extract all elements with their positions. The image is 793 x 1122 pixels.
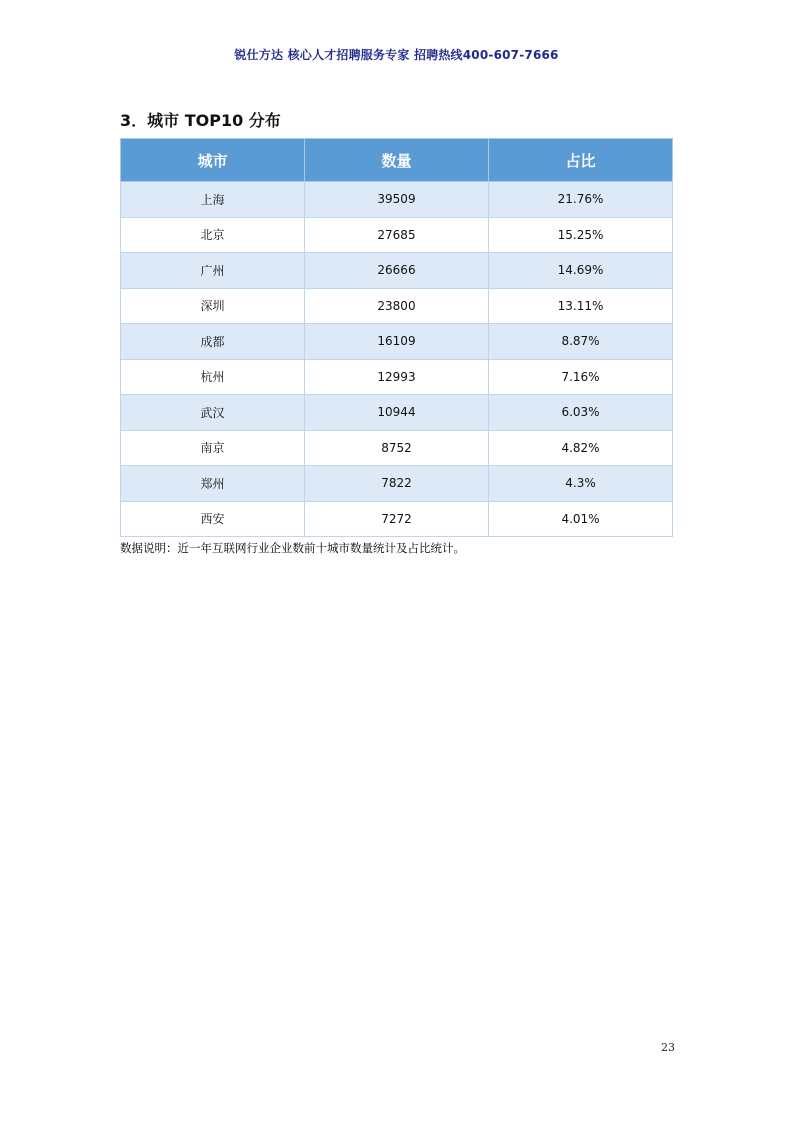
cell-count: 16109 (305, 324, 489, 360)
cell-share: 13.11% (489, 288, 673, 324)
table-row (121, 501, 673, 537)
data-note: 数据说明：近一年互联网行业企业数前十城市数量统计及占比统计。 (120, 541, 465, 555)
page-header: 锐仕方达 核心人才招聘服务专家 招聘热线400-607-7666 (234, 48, 559, 62)
cell-city: 广州 (121, 253, 305, 289)
cell-count: 23800 (305, 288, 489, 324)
table-row (121, 253, 673, 289)
cell-city: 西安 (121, 501, 305, 537)
table-row (121, 182, 673, 218)
cell-city: 郑州 (121, 466, 305, 502)
cell-share: 8.87% (489, 324, 673, 360)
cell-share: 15.25% (489, 217, 673, 253)
cell-count: 7272 (305, 501, 489, 537)
cell-city: 上海 (121, 182, 305, 218)
column-header-city: 城市 (121, 139, 305, 182)
cell-share: 4.01% (489, 501, 673, 537)
cell-share: 6.03% (489, 395, 673, 431)
table-row (121, 395, 673, 431)
cell-count: 27685 (305, 217, 489, 253)
cell-city: 杭州 (121, 359, 305, 395)
column-header-count: 数量 (305, 139, 489, 182)
cell-city: 深圳 (121, 288, 305, 324)
page-number: 23 (661, 1041, 675, 1054)
cell-share: 21.76% (489, 182, 673, 218)
table-header-row (121, 139, 673, 182)
cell-city: 南京 (121, 430, 305, 466)
cell-city: 武汉 (121, 395, 305, 431)
cell-count: 39509 (305, 182, 489, 218)
cell-share: 14.69% (489, 253, 673, 289)
cell-count: 26666 (305, 253, 489, 289)
cell-share: 4.3% (489, 466, 673, 502)
cell-share: 4.82% (489, 430, 673, 466)
cell-count: 7822 (305, 466, 489, 502)
cell-count: 12993 (305, 359, 489, 395)
table-row (121, 466, 673, 502)
cell-count: 8752 (305, 430, 489, 466)
table-row (121, 359, 673, 395)
column-header-share: 占比 (489, 139, 673, 182)
cell-city: 北京 (121, 217, 305, 253)
table-row (121, 288, 673, 324)
section-title: 3．城市 TOP10 分布 (120, 111, 281, 130)
table-row (121, 217, 673, 253)
cell-count: 10944 (305, 395, 489, 431)
cell-share: 7.16% (489, 359, 673, 395)
city-top10-table (120, 138, 673, 537)
table-row (121, 324, 673, 360)
table-row (121, 430, 673, 466)
cell-city: 成都 (121, 324, 305, 360)
